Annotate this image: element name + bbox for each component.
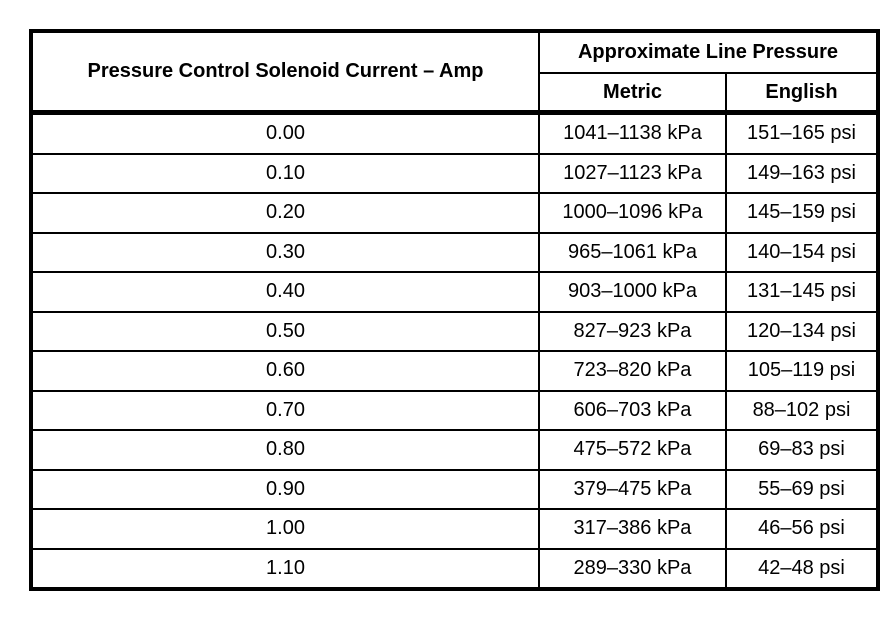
metric-column-header: Metric [539, 73, 726, 113]
current-cell: 0.80 [31, 430, 539, 470]
table-body [31, 113, 878, 590]
table-row [31, 351, 878, 391]
current-column-header: Pressure Control Solenoid Current – Amp [31, 31, 539, 113]
table-row [31, 430, 878, 470]
current-cell: 0.60 [31, 351, 539, 391]
metric-pressure-cell: 289–330 kPa [539, 549, 726, 590]
english-pressure-cell: 145–159 psi [726, 193, 878, 233]
english-pressure-cell: 120–134 psi [726, 312, 878, 352]
english-pressure-cell: 151–165 psi [726, 113, 878, 154]
metric-pressure-cell: 723–820 kPa [539, 351, 726, 391]
current-cell: 1.00 [31, 509, 539, 549]
table-row [31, 470, 878, 510]
metric-pressure-cell: 1027–1123 kPa [539, 154, 726, 194]
metric-pressure-cell: 1000–1096 kPa [539, 193, 726, 233]
table-row [31, 391, 878, 431]
metric-pressure-cell: 379–475 kPa [539, 470, 726, 510]
metric-pressure-cell: 827–923 kPa [539, 312, 726, 352]
table-row [31, 154, 878, 194]
table-row [31, 272, 878, 312]
pressure-table-container [29, 29, 876, 591]
english-pressure-cell: 42–48 psi [726, 549, 878, 590]
metric-pressure-cell: 1041–1138 kPa [539, 113, 726, 154]
english-pressure-cell: 46–56 psi [726, 509, 878, 549]
table-row [31, 509, 878, 549]
metric-pressure-cell: 606–703 kPa [539, 391, 726, 431]
english-pressure-cell: 105–119 psi [726, 351, 878, 391]
table-row [31, 312, 878, 352]
current-cell: 0.00 [31, 113, 539, 154]
metric-pressure-cell: 475–572 kPa [539, 430, 726, 470]
english-pressure-cell: 69–83 psi [726, 430, 878, 470]
current-cell: 0.20 [31, 193, 539, 233]
english-pressure-cell: 149–163 psi [726, 154, 878, 194]
english-column-header: English [726, 73, 878, 113]
table-row [31, 549, 878, 590]
current-cell: 0.10 [31, 154, 539, 194]
metric-pressure-cell: 965–1061 kPa [539, 233, 726, 273]
english-pressure-cell: 55–69 psi [726, 470, 878, 510]
english-pressure-cell: 140–154 psi [726, 233, 878, 273]
table-row [31, 113, 878, 154]
table-header [31, 31, 878, 113]
line-pressure-table [29, 29, 880, 591]
table-row [31, 193, 878, 233]
metric-pressure-cell: 903–1000 kPa [539, 272, 726, 312]
header-row-1 [31, 31, 878, 73]
current-cell: 0.40 [31, 272, 539, 312]
current-cell: 0.50 [31, 312, 539, 352]
english-pressure-cell: 88–102 psi [726, 391, 878, 431]
english-pressure-cell: 131–145 psi [726, 272, 878, 312]
line-pressure-group-header: Approximate Line Pressure [539, 31, 878, 73]
current-cell: 0.30 [31, 233, 539, 273]
table-row [31, 233, 878, 273]
metric-pressure-cell: 317–386 kPa [539, 509, 726, 549]
current-cell: 0.90 [31, 470, 539, 510]
current-cell: 1.10 [31, 549, 539, 590]
current-cell: 0.70 [31, 391, 539, 431]
